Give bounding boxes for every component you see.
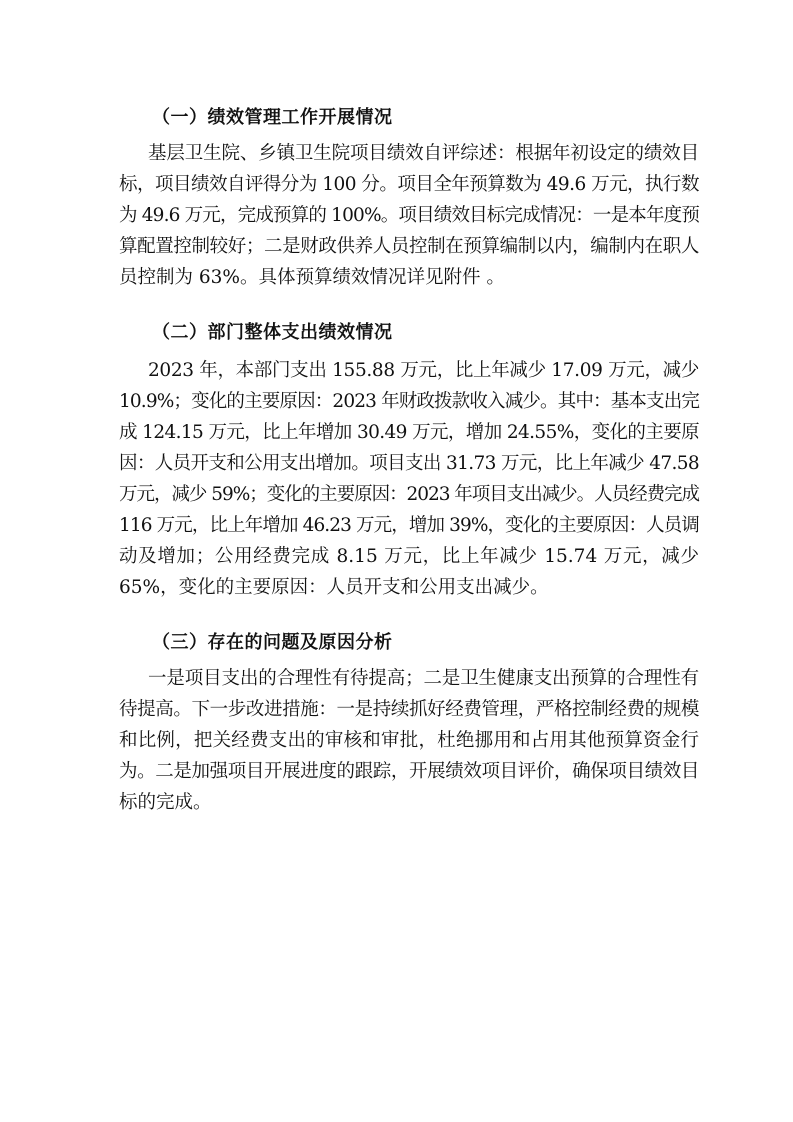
paragraph-line: 10.9%；变化的主要原因：2023 年财政拨款收入减少。其中：基本支出完 bbox=[119, 391, 699, 412]
section-paragraph-2 bbox=[119, 355, 699, 603]
paragraph-line: 标的完成。 bbox=[119, 792, 212, 813]
paragraph-line: 为 49.6 万元，完成预算的 100%。项目绩效目标完成情况：一是本年度预 bbox=[119, 205, 699, 226]
paragraph-line: 2023 年，本部门支出 155.88 万元，比上年减少 17.09 万元，减少 bbox=[148, 360, 699, 381]
paragraph-line: 因：人员开支和公用支出增加。项目支出 31.73 万元，比上年减少 47.58 bbox=[119, 453, 699, 474]
paragraph-line: 万元，减少 59%；变化的主要原因：2023 年项目支出减少。人员经费完成 bbox=[119, 484, 699, 505]
section-heading-3: （三）存在的问题及原因分析 bbox=[152, 632, 393, 653]
paragraph-line: 待提高。下一步改进措施：一是持续抓好经费管理，严格控制经费的规模 bbox=[119, 699, 699, 720]
paragraph-line: 65%，变化的主要原因：人员开支和公用支出减少。 bbox=[119, 577, 549, 598]
section-heading-1: （一）绩效管理工作开展情况 bbox=[152, 107, 393, 128]
paragraph-line: 成 124.15 万元，比上年增加 30.49 万元，增加 24.55%，变化的主要原 bbox=[119, 422, 699, 443]
paragraph-line: 员控制为 63%。具体预算绩效情况详见附件 。 bbox=[119, 267, 505, 288]
paragraph-line: 动及增加；公用经费完成 8.15 万元，比上年减少 15.74 万元，减少 bbox=[119, 546, 699, 567]
paragraph-line: 和比例，把关经费支出的审核和审批，杜绝挪用和占用其他预算资金行 bbox=[119, 730, 699, 751]
section-paragraph-1 bbox=[119, 138, 699, 293]
paragraph-line: 标，项目绩效自评得分为 100 分。项目全年预算数为 49.6 万元，执行数 bbox=[119, 174, 699, 195]
paragraph-line: 一是项目支出的合理性有待提高；二是卫生健康支出预算的合理性有 bbox=[148, 668, 699, 689]
paragraph-line: 基层卫生院、乡镇卫生院项目绩效自评综述：根据年初设定的绩效目 bbox=[148, 143, 699, 164]
paragraph-line: 算配置控制较好；二是财政供养人员控制在预算编制以内，编制内在职人 bbox=[119, 236, 699, 257]
section-heading-2: （二）部门整体支出绩效情况 bbox=[152, 322, 393, 343]
paragraph-line: 116 万元，比上年增加 46.23 万元，增加 39%，变化的主要原因：人员调 bbox=[119, 515, 699, 536]
paragraph-line: 为。二是加强项目开展进度的跟踪，开展绩效项目评价，确保项目绩效目 bbox=[119, 761, 699, 782]
section-paragraph-3 bbox=[119, 663, 699, 818]
